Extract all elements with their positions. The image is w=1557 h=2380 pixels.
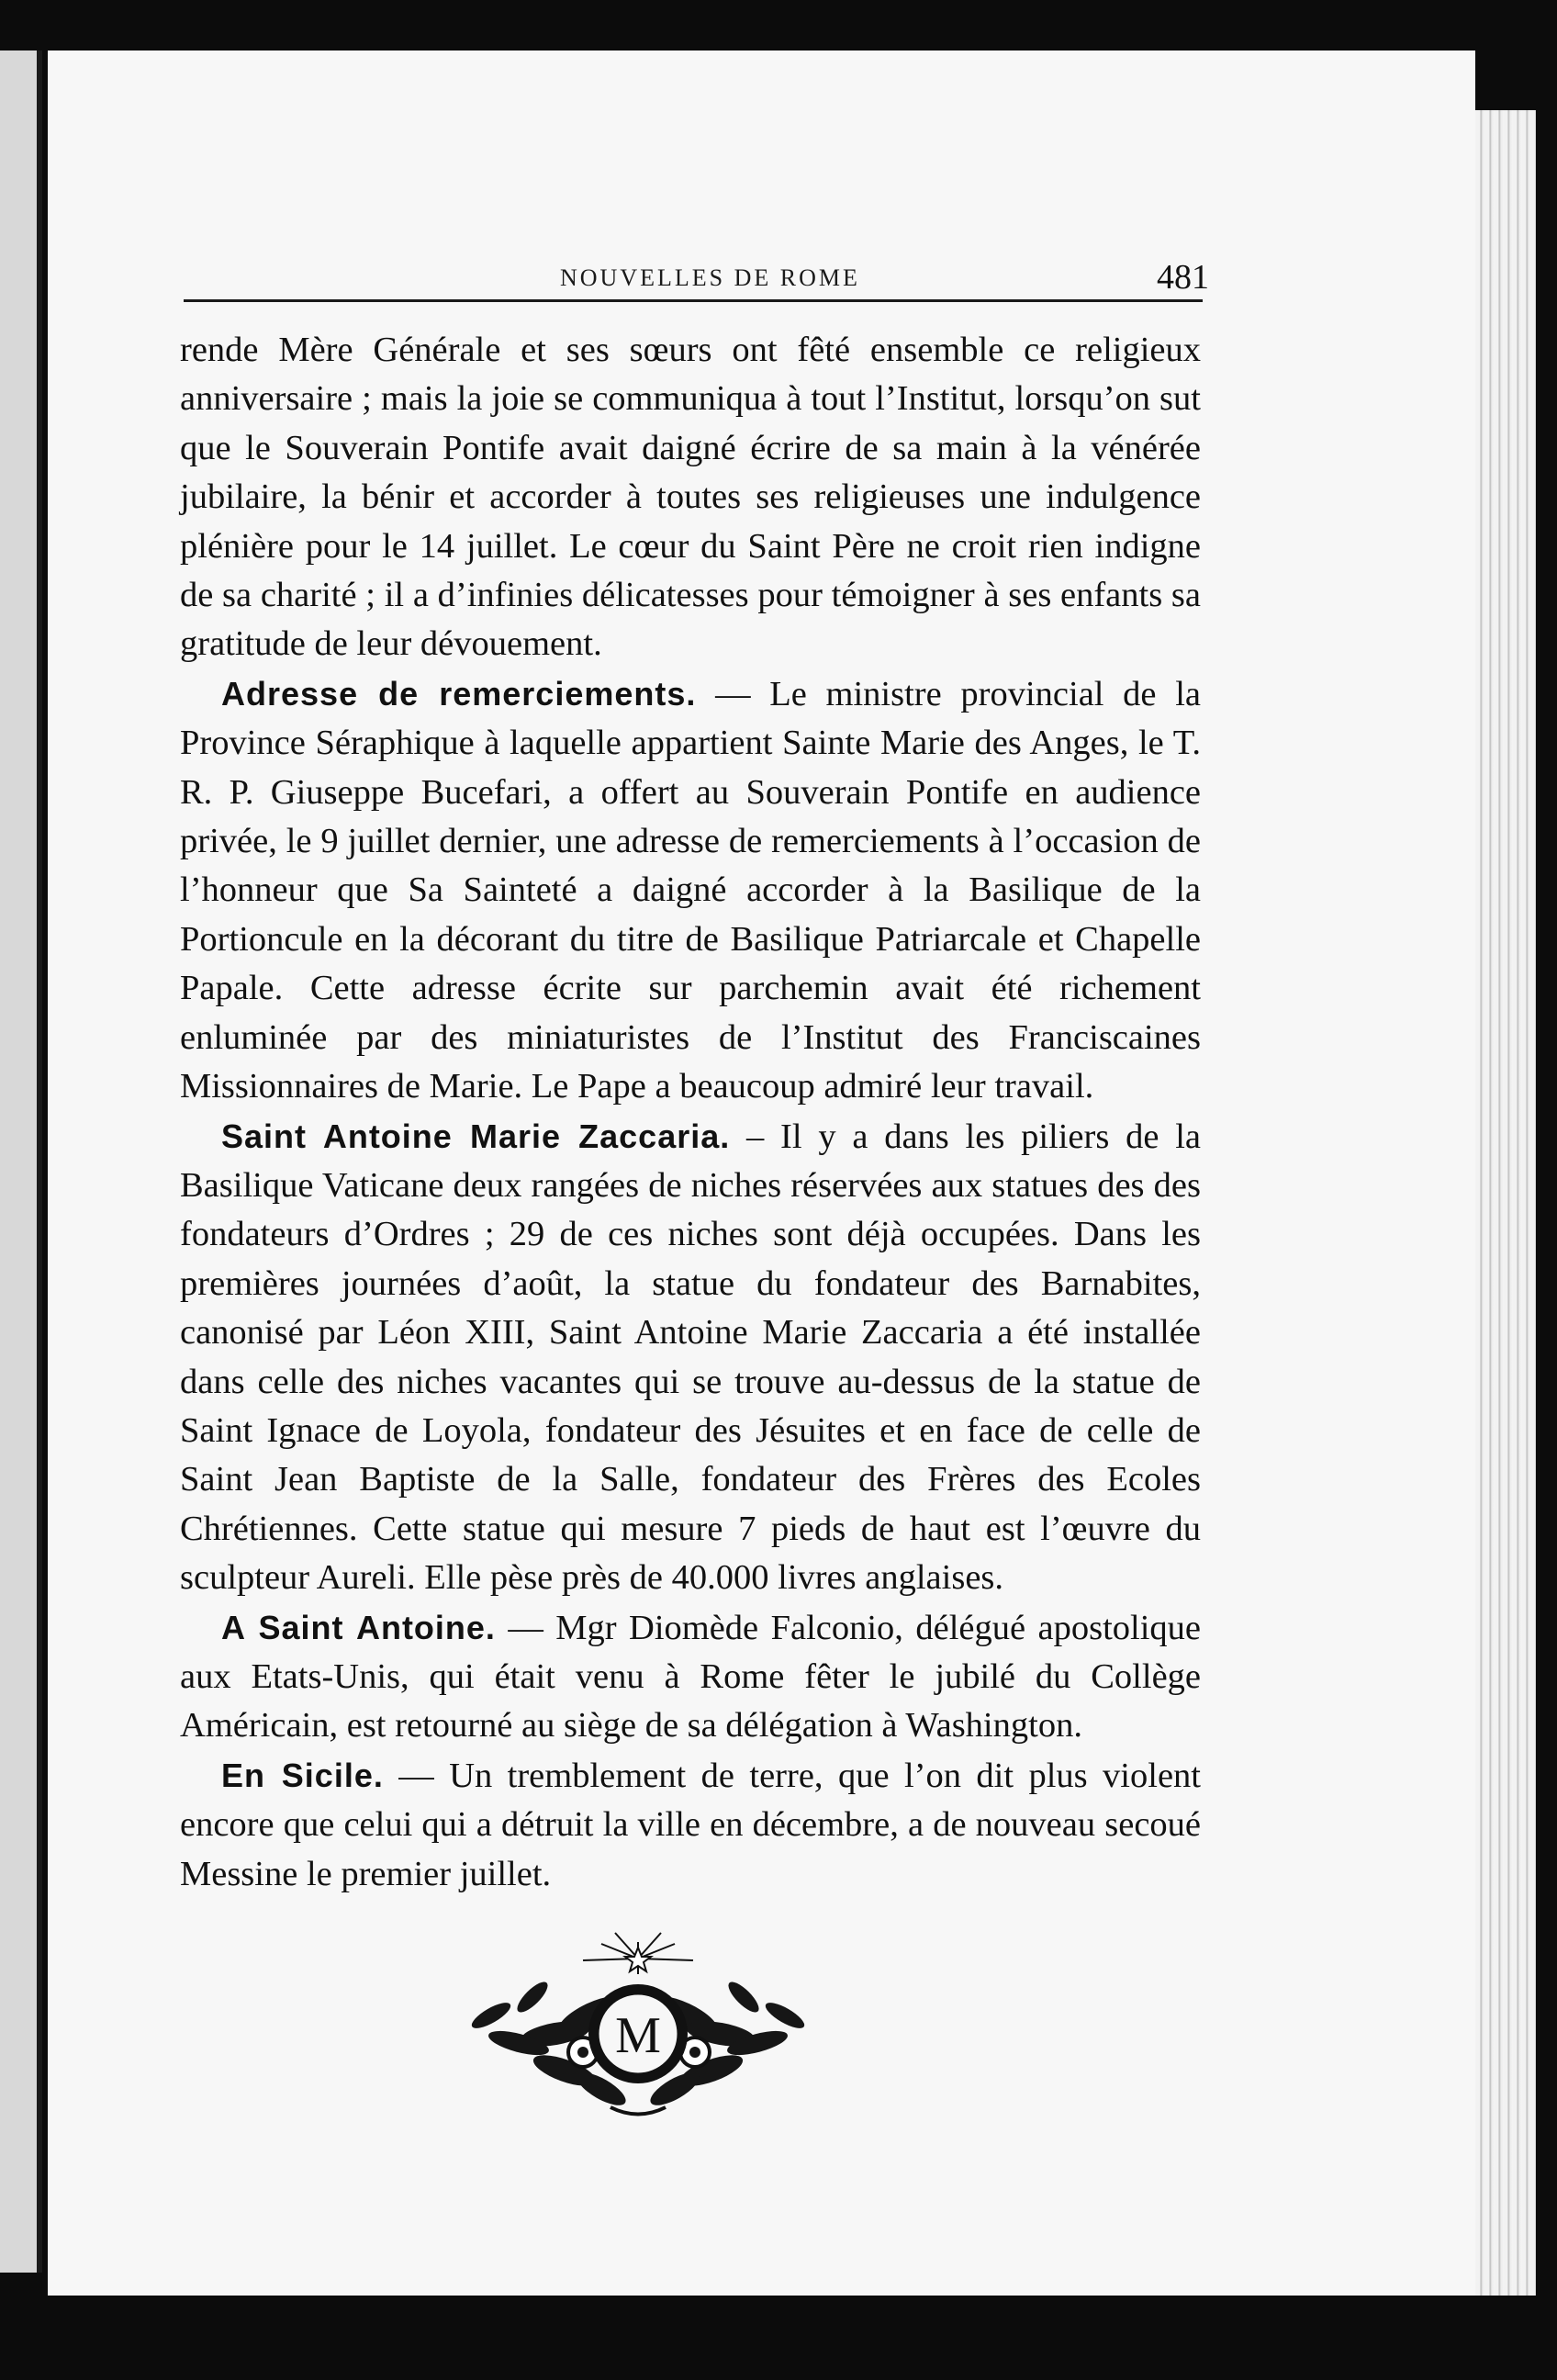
rubric-adresse: Adresse de remerciements. [221,674,697,713]
rubric-sicile: En Sicile. [221,1756,384,1794]
paragraph-zaccaria [180,1112,1201,1603]
floral-monogram-icon [454,1924,822,2126]
monogram-letter: M [615,2007,661,2064]
paragraph-sicile-text: — Un tremblement de terre, que l’on dit plus violent encore que celui qui a détruit la ville en décembre, a de nouveau secoué Messine le premier juillet. [180,1756,1201,1893]
paragraph-sicile [180,1751,1201,1899]
book-cover-edge [0,51,42,2273]
header-rule [184,299,1203,302]
article-body [180,326,1201,1899]
running-title: NOUVELLES DE ROME [560,264,860,291]
running-head [184,255,1209,303]
paragraph-saint-antoine [180,1603,1201,1751]
page-number: 481 [1157,258,1209,297]
paragraph-zaccaria-text: – Il y a dans les piliers de la Basilique Vaticane deux rangées de niches réservées aux statues des des fondateurs d’Ordres ; 29 de ces niches sont déjà occupées. Dans les premières journées d’août, la statue du fondateur des Barnabites, canonisé par Léon XIII, Saint Antoine Marie Zaccaria a été installée dans celle des niches vacantes qui se trouve au-dessus de la statue de Saint Ignace de Loyola, fondateur des Jésuites et en face de celle de Saint Jean Baptiste de la Salle, fondateur des Frères des Ecoles Chrétiennes. Cette statue qui mesure 7 pieds de haut est l’œuvre du sculpteur Aureli. Elle pèse près de 40.000 livres anglaises. [180,1117,1201,1598]
rubric-saint-antoine: A Saint Antoine. [221,1608,496,1646]
paragraph-adresse [180,669,1201,1112]
paragraph-jubilee: rende Mère Générale et ses sœurs ont fêté ensemble ce religieux anniversaire ; mais la joie se communiqua à tout l’Institut, lorsqu’on sut que le Souverain Pontife avait daigné écrire de sa main à la vénérée jubilaire, la bénir et accorder à toutes ses religieuses une indulgence plénière pour le 14 juillet. Le cœur du Saint Père ne croit rien indigne de sa charité ; il a d’infinies délicatesses pour témoigner à ses enfants sa gratitude de leur dévouement. [180,331,1201,664]
paragraph-saint-antoine-text: — Mgr Diomède Falconio, délégué apostolique aux Etats-Unis, qui était venu à Rome fêter le jubilé du Collège Américain, est retourné au siège de sa délégation à Washington. [180,1608,1201,1746]
paragraph-adresse-text: — Le ministre provincial de la Province Séraphique à laquelle appartient Sainte Marie des Anges, le T. R. P. Giuseppe Bucefari, a offert au Souverain Pontife en audience privée, le 9 juillet dernier, une adresse de remerciements à l’occasion de l’honneur que Sa Sainteté a daigné accorder à la Basilique de la Portioncule en la décorant du titre de Basilique Patriarcale et Chapelle Papale. Cette adresse écrite sur parchemin avait été richement enluminée par des miniaturistes de l’Institut des Franciscaines Missionnaires de Marie. Le Pape a beaucoup admiré leur travail. [180,674,1201,1106]
rubric-zaccaria: Saint Antoine Marie Zaccaria. [221,1117,731,1155]
